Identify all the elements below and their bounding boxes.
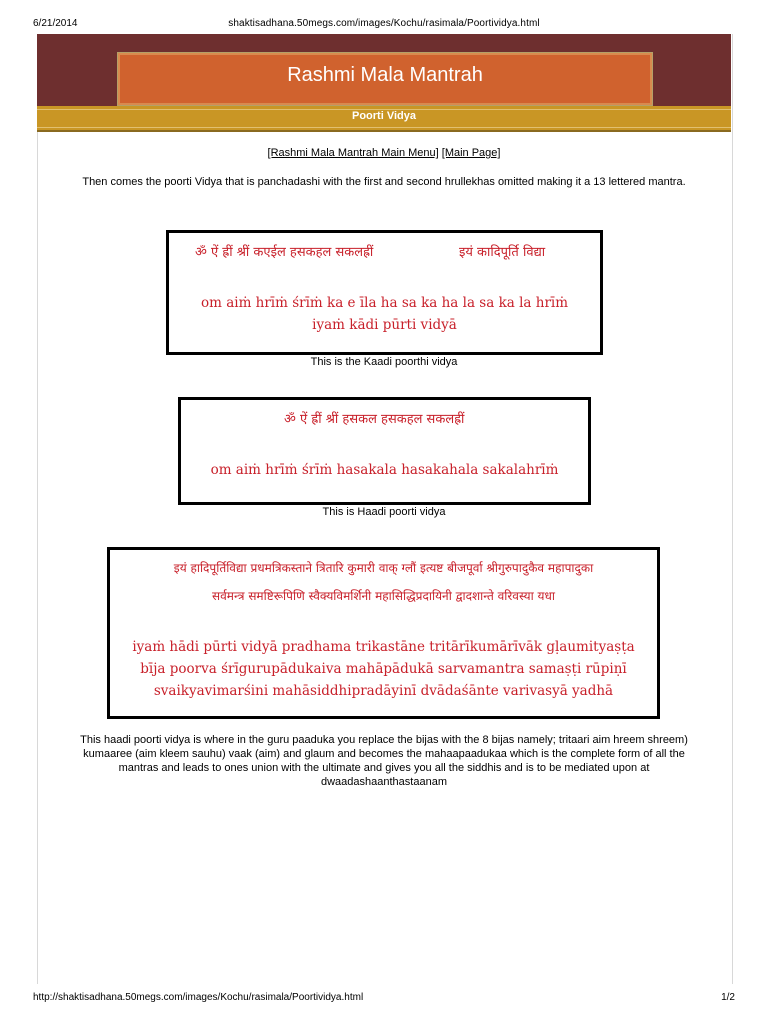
closing-paragraph: This haadi poorti vidya is where in the guru paaduka you replace the bijas with the 8 bijas namely; tritaari aim hreem shreem) kumaaree (aim kleem sauhu) vaak (aim) and glaum and becomes the mahaapaadukaa which is the complete form of all the mantras and leads to ones union with the ultimate and gives you all the siddhis and is to be mediated upon at dwaadashaanthastaanam (80, 734, 688, 788)
page-subtitle: Poorti Vidya (352, 110, 416, 122)
print-header (0, 12, 768, 29)
kaadi-caption: This is the Kaadi poorthi vidya (310, 356, 458, 368)
paaduka-transliteration-line-3: svaikyavimarśini mahāsiddhipradāyinī dvādaśānte varivasyā yadhā (153, 683, 614, 699)
main-menu-link[interactable]: [Rashmi Mala Mantrah Main Menu] (267, 147, 439, 159)
kaadi-transliteration-line-2: iyaṁ kādi pūrti vidyā (312, 317, 457, 333)
paaduka-devanagari-line-2: सर्वमन्त्र समष्टिरूपिणि स्वैक्यविमर्शिनी महासिद्धिप्रदायिनी द्वादशान्ते वरिवस्या यधा (212, 589, 555, 603)
kaadi-devanagari-right: इयं कादिपूर्ति विद्या (459, 245, 546, 260)
page-number: 1/2 (721, 992, 735, 1003)
haadi-guru-paaduka-box (107, 547, 660, 719)
intro-paragraph: Then comes the poorti Vidya that is panchadashi with the first and second hrullekhas omitted making it a 13 lettered mantra. (82, 176, 686, 188)
main-page-link[interactable]: [Main Page] (441, 147, 501, 159)
haadi-devanagari: ॐ ऐं ह्रीं श्रीं हसकल हसकहल सकलह्रीं (284, 412, 465, 427)
haadi-mantra-box (178, 397, 591, 505)
banner-title-panel (117, 52, 653, 106)
print-url: shaktisadhana.50megs.com/images/Kochu/rasimala/Poortividya.html (228, 18, 540, 29)
footer-url: http://shaktisadhana.50megs.com/images/Kochu/rasimala/Poortividya.html (33, 992, 364, 1003)
haadi-transliteration: om aiṁ hrīṁ śrīṁ hasakala hasakahala sakalahrīṁ (210, 462, 559, 478)
kaadi-devanagari-left: ॐ ऐं ह्रीं श्रीं कएईल हसकहल सकलह्रीं (195, 245, 374, 260)
paaduka-devanagari-line-1: इयं हादिपूर्तिविद्या प्रधमत्रिकस्ताने त्रितारि कुमारी वाक् ग्लौं इत्यष्ट बीजपूर्वा श्रीगुरुपादुकैव महापादुका (173, 561, 594, 575)
kaadi-transliteration-line-1: om aiṁ hrīṁ śrīṁ ka e īla ha sa ka ha la sa ka la hrīṁ (200, 295, 569, 311)
page-title: Rashmi Mala Mantrah (287, 64, 483, 86)
kaadi-mantra-box (166, 230, 603, 355)
header-banner (37, 34, 731, 106)
paaduka-transliteration-line-2: bīja poorva śrīgurupādukaiva mahāpādukā sarvamantra samaṣṭi rūpiṇī (140, 661, 627, 677)
haadi-caption: This is Haadi poorti vidya (322, 506, 446, 518)
print-date: 6/21/2014 (33, 18, 78, 29)
subtitle-bar (37, 106, 731, 132)
paaduka-transliteration-line-1: iyaṁ hādi pūrti vidyā pradhama trikastāne tritārīkumārīvāk gḷaumityaṣṭa (132, 639, 635, 655)
nav-links (0, 147, 768, 159)
